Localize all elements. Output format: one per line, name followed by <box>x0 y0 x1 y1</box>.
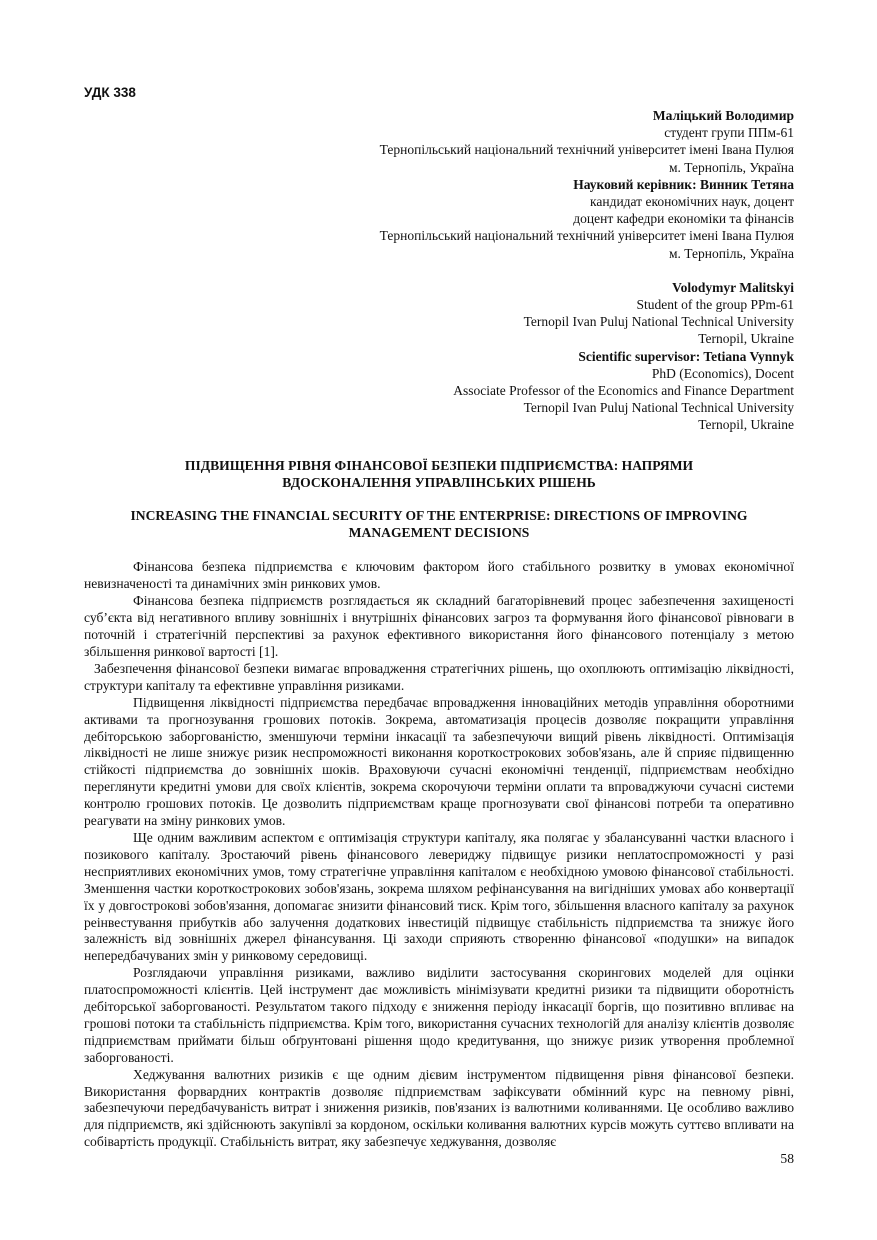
page-number: 58 <box>780 1151 794 1166</box>
paragraph: Фінансова безпека підприємств розглядається як складний багаторівневий процес забезпечення захищеності суб’єкта від негативного впливу зовнішніх і внутрішніх фінансових загроз та формування його фінансової рівноваги в поточній і стратегічній перспективі за рахунок ефективного використання його фінансового потенціалу з метою збільшення ринкової вартості [1]. <box>84 593 794 659</box>
author-en-line: Associate Professor of the Economics and Finance Department <box>453 383 794 399</box>
authors-en-block <box>84 279 794 434</box>
paragraph: Забезпечення фінансової безпеки вимагає впровадження стратегічних рішень, що охоплюють оптимізацію ліквідності, структури капіталу та ефективне управління ризиками. <box>84 660 794 693</box>
author-ua-line: Маліцький Володимир <box>652 108 794 123</box>
author-ua-line: студент групи ППм-61 <box>664 125 794 141</box>
author-en-line: Ternopil, Ukraine <box>698 417 794 433</box>
author-ua-line: Тернопільський національний технічний університет імені Івана Пулюя <box>379 142 794 158</box>
author-ua-line: Науковий керівник: Винник Тетяна <box>573 176 794 192</box>
author-en-line: Volodymyr Malitskyi <box>672 279 794 295</box>
page <box>84 84 794 1151</box>
author-ua-line: м. Тернопіль, Україна <box>668 245 794 261</box>
author-ua-line: Тернопільський національний технічний університет імені Івана Пулюя <box>379 228 794 244</box>
author-en-line: Ternopil Ivan Puluj National Technical University <box>523 400 794 416</box>
author-en-line: PhD (Economics), Docent <box>651 365 794 381</box>
authors-ua-block <box>84 107 794 262</box>
author-en-line: Ternopil Ivan Puluj National Technical University <box>523 314 794 330</box>
udk-code: УДК 338 <box>84 85 136 100</box>
title-english: INCREASING THE FINANCIAL SECURITY OF THE ENTERPRISE: DIRECTIONS OF IMPROVING MANAGEMENT DECISIONS <box>130 508 748 541</box>
paragraph: Фінансова безпека підприємства є ключовим фактором його стабільного розвитку в умовах економічної невизначеності та динамічних змін ринкових умов. <box>84 559 794 592</box>
title-ukrainian: ПІДВИЩЕННЯ РІВНЯ ФІНАНСОВОЇ БЕЗПЕКИ ПІДПРИЄМСТВА: НАПРЯМИ ВДОСКОНАЛЕННЯ УПРАВЛІНСЬКИХ РІШЕНЬ <box>184 457 694 490</box>
article-body <box>84 559 794 1151</box>
author-ua-line: кандидат економічних наук, доцент <box>590 194 794 210</box>
author-ua-line: доцент кафедри економіки та фінансів <box>573 211 794 227</box>
author-en-line: Student of the group PPm-61 <box>636 297 794 313</box>
paragraph: Підвищення ліквідності підприємства передбачає впровадження інноваційних методів управління оборотними активами та прогнозування грошових потоків. Зокрема, автоматизація процесів дозволяє покращити управління дебіторською заборгованістю, зменшуючи терміни інкасації та забезпечуючи вищий рівень ліквідності. Оптимізація ліквідності не лише знижує ризик неспроможності виконання короткострокових зобов'язань, але й сприяє підвищенню стійкості підприємства до зовнішніх шоків. Враховуючи сучасні економічні тенденції, підприємствам необхідно переглянути кредитні умови для своїх клієнтів, зокрема скорочуючи терміни оплати та впроваджуючи сучасні системи контролю грошових потоків. Це дозволить підприємствам краще прогнозувати свої фінансові потреби та оперативно реагувати на зміну ринкових умов. <box>84 694 794 829</box>
author-en-line: Ternopil, Ukraine <box>698 331 794 347</box>
paragraph: Ще одним важливим аспектом є оптимізація структури капіталу, яка полягає у збалансуванні частки власного і позикового капіталу. Зростаючий рівень фінансового левериджу підвищує ризики неплатоспроможності у разі несприятливих економічних умов, тому стратегічне управління капіталом є необхідною умовою фінансової стабільності. Зменшення частки короткострокових зобов'язань, зокрема шляхом рефінансування на вигідніших умовах або конвертації їх у довгострокові зобов'язання, допомагає знизити фінансовий тиск. Крім того, збільшення власного капіталу за рахунок реінвестування прибутків або залучення додаткових інвестицій підвищує стабільність підприємства та знижує його залежність від зовнішніх джерел фінансування. Ці заходи сприяють створенню фінансової «подушки» на випадок непередбачуваних змін у ринковому середовищі. <box>84 829 794 964</box>
author-ua-line: м. Тернопіль, Україна <box>668 159 794 175</box>
author-en-line: Scientific supervisor: Tetiana Vynnyk <box>578 348 794 364</box>
spacer <box>84 262 794 279</box>
paragraph: Хеджування валютних ризиків є ще одним дієвим інструментом підвищення рівня фінансової безпеки. Використання форвардних контрактів дозволяє підприємствам зафіксувати обмінний курс на певному рівні, забезпечуючи передбачуваність витрат і зниження ризиків, пов'язаних із валютними коливаннями. Це особливо важливо для підприємств, які здійснюють закупівлі за кордоном, оскільки коливання валютних курсів можуть суттєво впливати на собівартість продукції. Стабільність витрат, яку забезпечує хеджування, дозволяє <box>84 1066 794 1150</box>
paragraph: Розглядаючи управління ризиками, важливо виділити застосування скорингових моделей для оцінки платоспроможності клієнтів. Цей інструмент дає можливість мінімізувати кредитні ризики та підвищити оборотність дебіторської заборгованості. Результатом такого підходу є зниження періоду інкасації боргів, що позитивно впливає на грошові потоки та стабільність підприємства. Крім того, використання сучасних технологій для аналізу клієнтів дозволяє підприємствам приймати більш обґрунтовані рішення щодо кредитування, що знижує ризик утворення проблемної заборгованості. <box>84 965 794 1065</box>
